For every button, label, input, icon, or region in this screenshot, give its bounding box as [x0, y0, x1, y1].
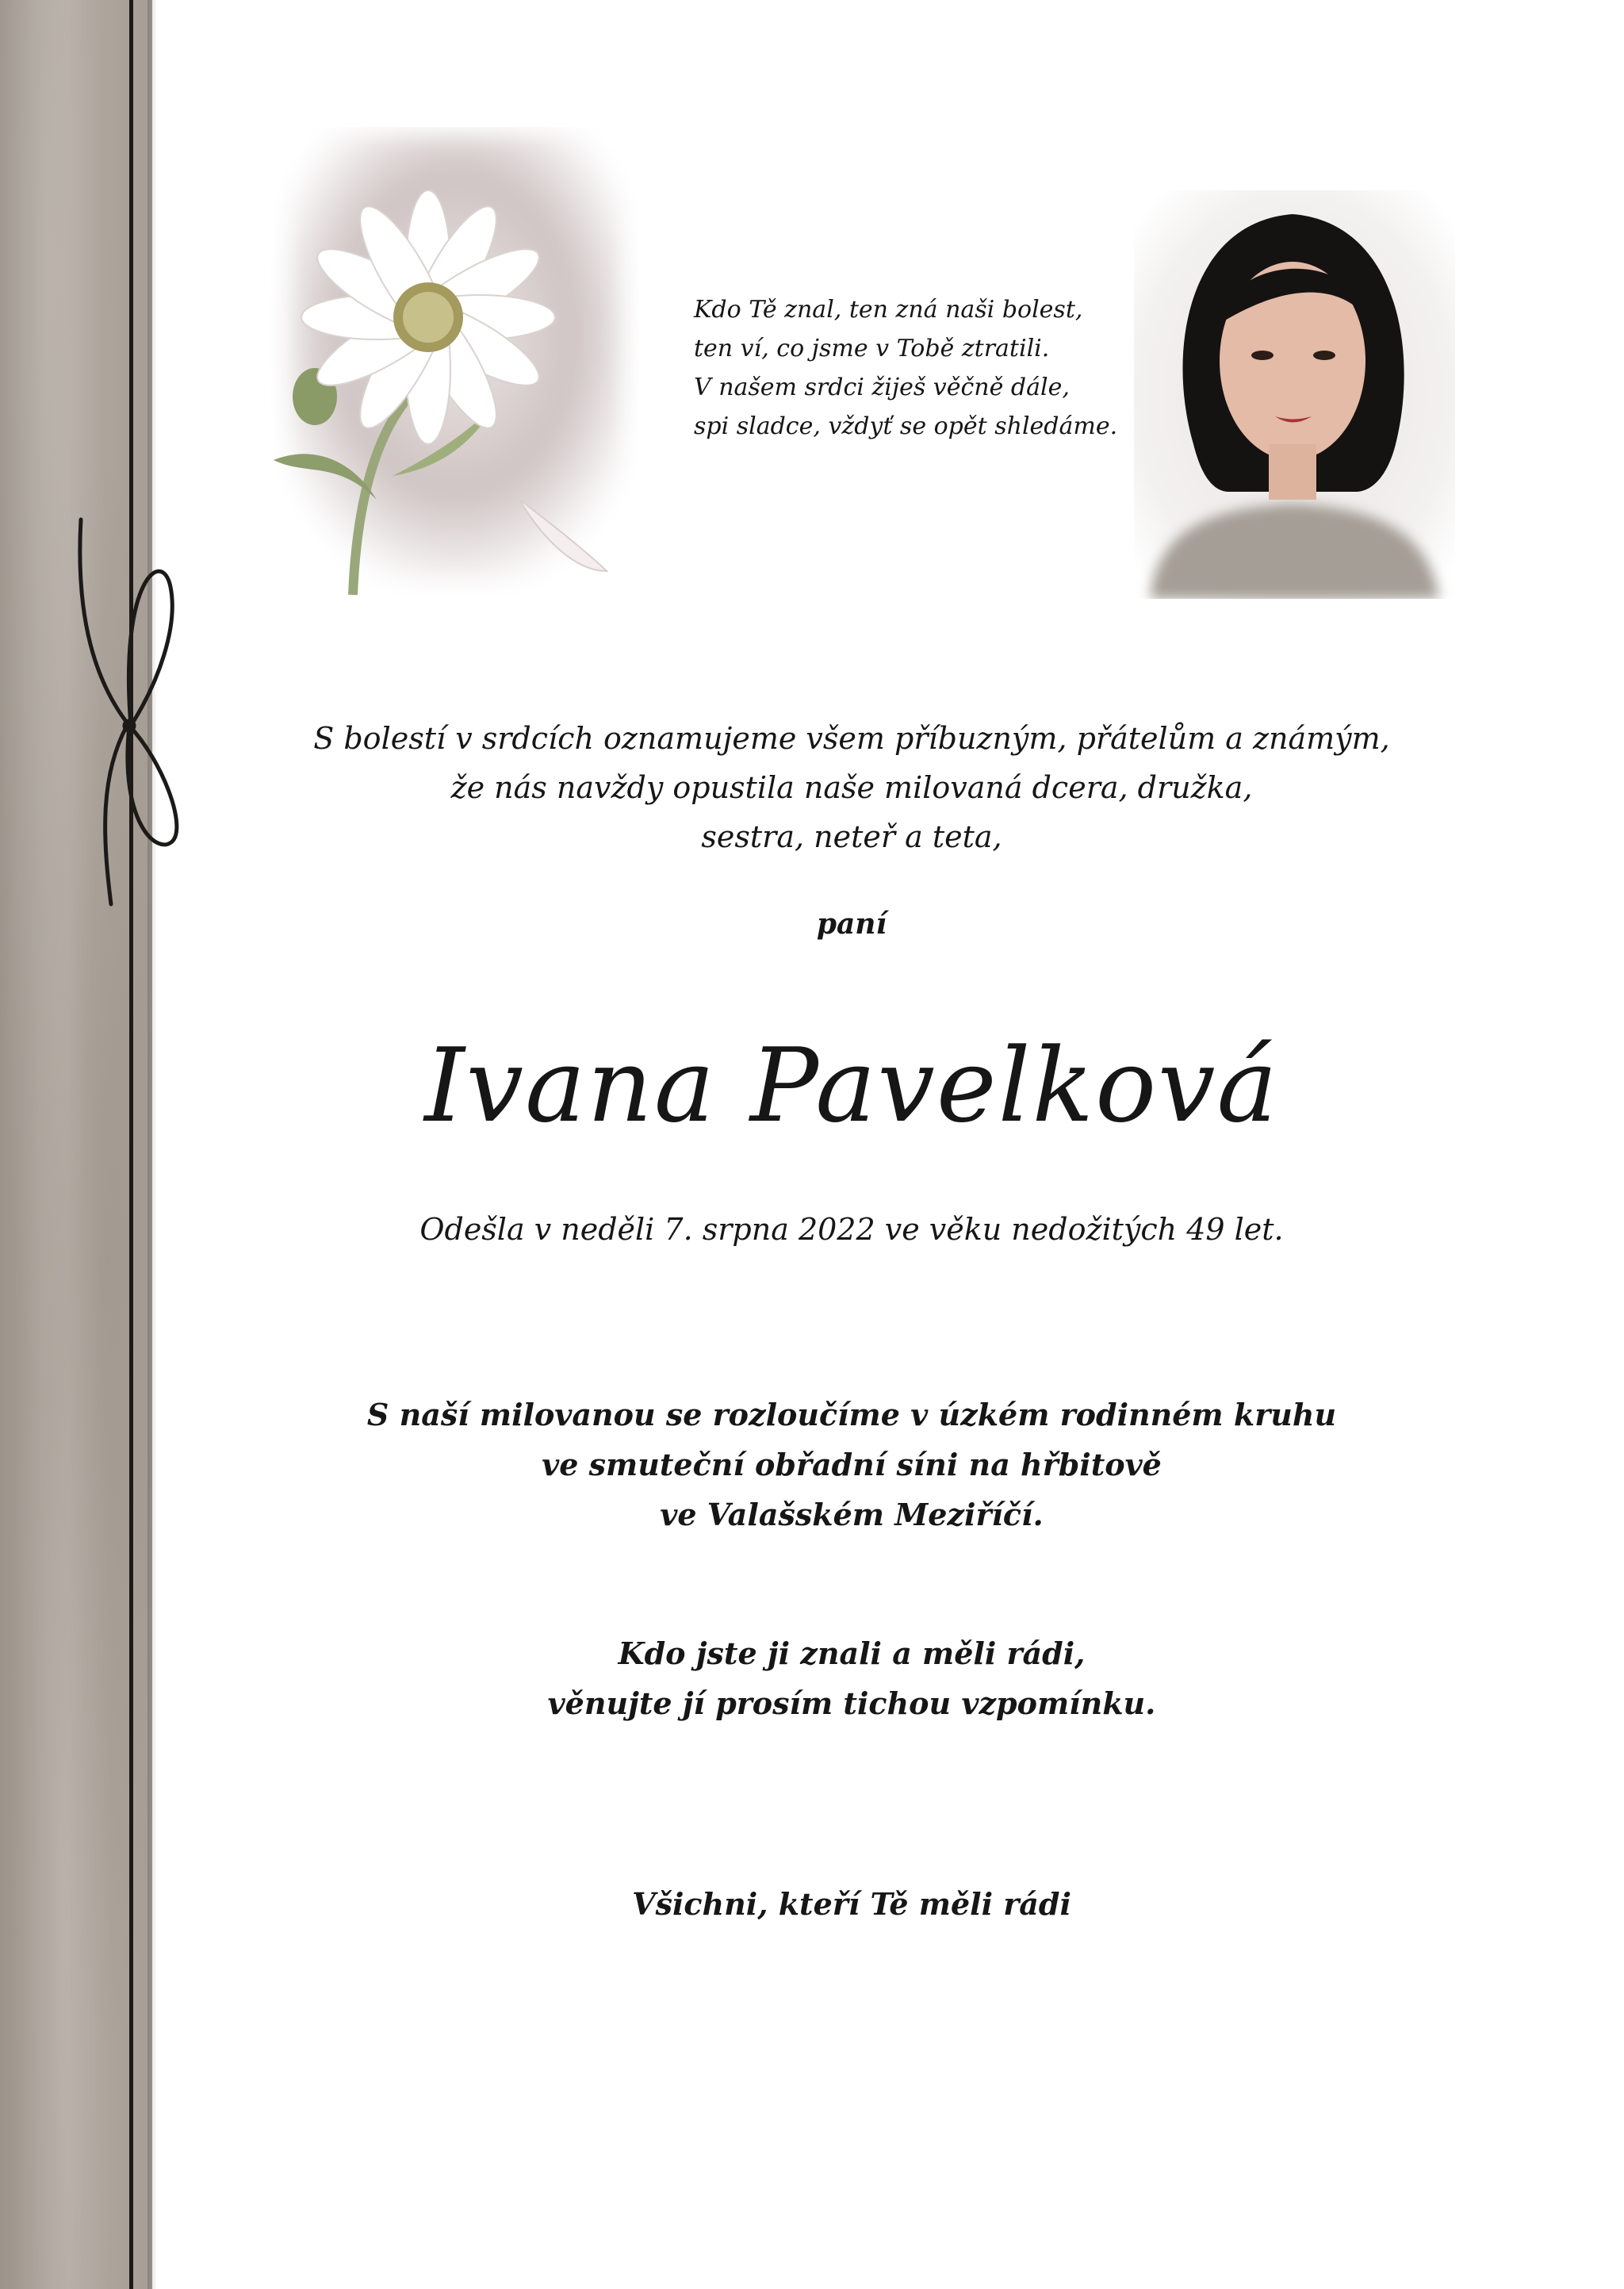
- memorial-poem: [694, 290, 1122, 446]
- ceremony-details: [238, 1390, 1465, 1539]
- announcement-line: S bolestí v srdcích oznamujeme všem příbuzným, přátelům a známým,: [313, 721, 1390, 756]
- remembrance-line: věnujte jí prosím tichou vzpomínku.: [547, 1685, 1156, 1721]
- portrait-photo: [1134, 190, 1455, 599]
- deceased-name: Ivana Pavelková: [424, 1027, 1279, 1145]
- remembrance-request: [238, 1628, 1465, 1728]
- poem-line: Kdo Tě znal, ten zná naši bolest,: [694, 296, 1083, 324]
- ceremony-line: S naší milovanou se rozloučíme v úzkém rodinném kruhu: [366, 1397, 1337, 1432]
- poem-line: V našem srdci žiješ věčně dále,: [694, 374, 1070, 401]
- poem-line: ten ví, co jsme v Tobě ztratili.: [694, 335, 1050, 362]
- honorific-title: paní: [816, 907, 887, 941]
- announcement-line: že nás navždy opustila naše milovaná dcera, družka,: [450, 770, 1253, 805]
- ceremony-line: ve Valašském Meziříčí.: [660, 1497, 1044, 1532]
- poem-line: spi sladce, vždyť se opět shledáme.: [694, 412, 1118, 440]
- cord-bow-icon: [0, 0, 238, 991]
- announcement-line: sestra, neteř a teta,: [701, 819, 1002, 854]
- family-signature: Všichni, kteří Tě měli rádi: [632, 1886, 1071, 1922]
- death-date-info: Odešla v neděli 7. srpna 2022 ve věku nedožitých 49 let.: [419, 1212, 1284, 1247]
- daisy-flower-image: [258, 127, 638, 603]
- remembrance-line: Kdo jste ji znali a měli rádi,: [618, 1635, 1086, 1671]
- ceremony-line: ve smuteční obřadní síni na hřbitově: [542, 1447, 1162, 1482]
- announcement-text: [238, 714, 1465, 861]
